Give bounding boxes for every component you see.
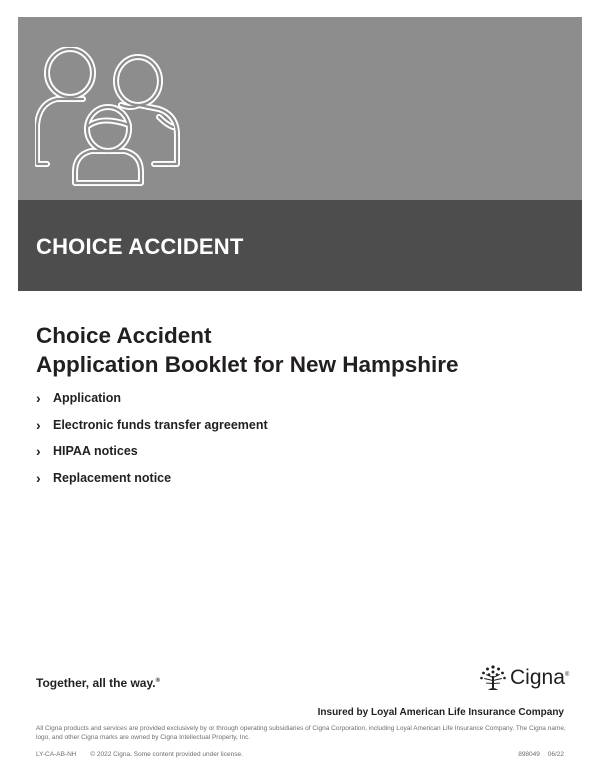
insured-by: Insured by Loyal American Life Insurance Company — [317, 707, 564, 718]
list-item-label: Electronic funds transfer agreement — [53, 417, 268, 432]
list-item — [36, 465, 268, 492]
page-title-line1: Choice Accident — [36, 323, 212, 348]
logo-text: Cigna — [510, 666, 565, 689]
form-date: 06/22 — [547, 751, 564, 758]
logo-mark: ® — [564, 672, 570, 678]
form-number-value: 898049 — [518, 751, 540, 758]
tagline-text: Together, all the way. — [36, 676, 156, 690]
cigna-tree-icon — [478, 664, 508, 692]
list-item-label: HIPAA notices — [53, 444, 138, 459]
chevron-right-icon: › — [36, 443, 41, 460]
logo-wordmark — [510, 666, 569, 690]
list-item-label: Application — [53, 391, 122, 406]
cigna-logo — [478, 664, 569, 692]
legal-disclaimer: All Cigna products and services are provided exclusively by or through operating subsidiaries of Cigna Corporation, including Loyal American Life Insurance Company. The Cigna name, logo, and other Cigna marks are owned by Cigna Intellectual Property, Inc. — [36, 725, 566, 741]
list-item — [36, 385, 268, 412]
document-code: LY-CA-AB-NH — [36, 751, 77, 758]
contents-list — [36, 385, 268, 491]
family-outline-icon — [35, 47, 183, 187]
list-item — [36, 412, 268, 439]
hero-panel — [18, 17, 582, 200]
page-title-line2: Application Booklet for New Hampshire — [36, 352, 459, 377]
copyright-text: © 2022 Cigna. Some content provided under license. — [90, 751, 243, 758]
page-title — [36, 321, 459, 379]
list-item — [36, 438, 268, 465]
tagline-mark: ® — [155, 678, 161, 684]
chevron-right-icon: › — [36, 390, 41, 407]
band-title: CHOICE ACCIDENT — [36, 234, 244, 259]
title-band — [18, 200, 582, 291]
document-codes — [36, 751, 243, 758]
form-number — [518, 751, 564, 758]
chevron-right-icon: › — [36, 416, 41, 433]
list-item-label: Replacement notice — [53, 470, 172, 485]
tagline — [36, 676, 160, 690]
chevron-right-icon: › — [36, 469, 41, 486]
